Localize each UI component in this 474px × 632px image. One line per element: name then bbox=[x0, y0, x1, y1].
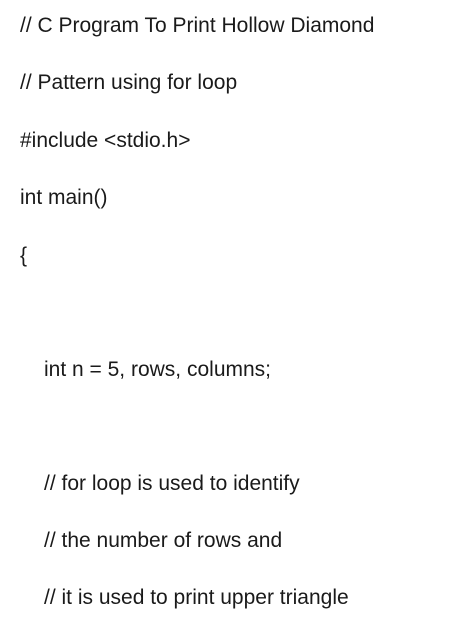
code-line-declaration: int n = 5, rows, columns; bbox=[44, 358, 272, 381]
code-line-open-brace: { bbox=[20, 244, 28, 267]
code-line-comment-pattern: // Pattern using for loop bbox=[20, 71, 238, 94]
code-line-include: #include <stdio.h> bbox=[20, 129, 191, 152]
code-line-main-signature: int main() bbox=[20, 186, 108, 209]
code-line-comment-title: // C Program To Print Hollow Diamond bbox=[20, 14, 375, 37]
code-line-comment-for-loop: // for loop is used to identify bbox=[44, 472, 300, 495]
code-line-comment-rows: // the number of rows and bbox=[44, 529, 283, 552]
code-line-comment-upper-triangle: // it is used to print upper triangle bbox=[44, 586, 349, 609]
